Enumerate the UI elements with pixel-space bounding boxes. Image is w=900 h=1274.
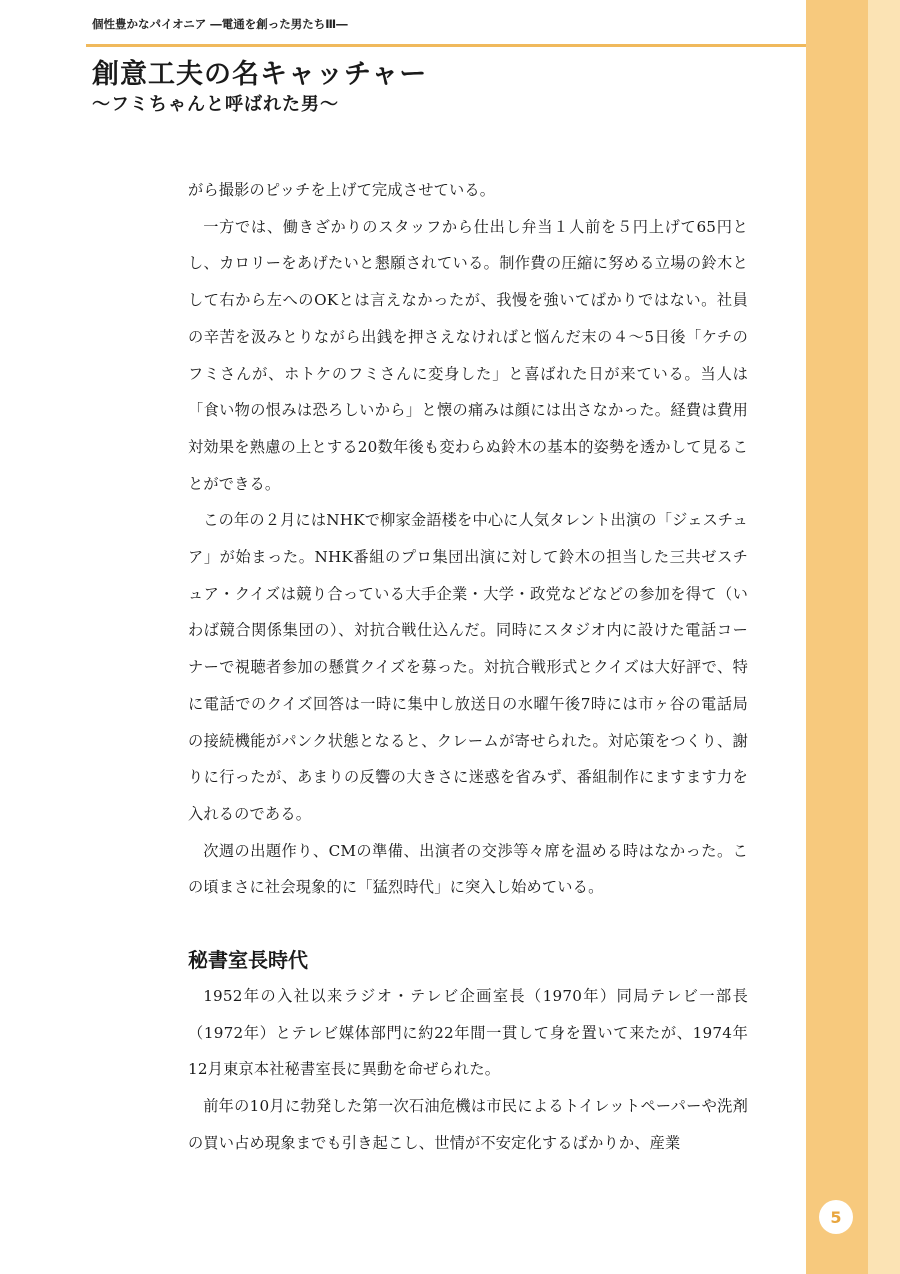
header-rule: [86, 44, 806, 47]
paragraph: がら撮影のピッチを上げて完成させている。: [188, 181, 496, 199]
running-header: 個性豊かなパイオニア ―電通を創った男たちⅢ―: [92, 17, 348, 31]
paragraph: 前年の10月に勃発した第一次石油危機は市民によるトイレットペーパーや洗剤の買い占め現象までも引き起こし、世情が不安定化するばかりか、産業: [188, 1097, 748, 1152]
article-subtitle: 〜フミちゃんと呼ばれた男〜: [92, 94, 339, 115]
paragraph: 1952年の入社以来ラジオ・テレビ企画室長（1970年）同局テレビ一部長（1972年）とテレビ媒体部門に約22年間一貫して身を置いて来たが、1974年12月東京本社秘書室長に異動を命ぜられた。: [188, 987, 748, 1079]
side-band-light: [868, 0, 900, 1274]
page-number: 5: [819, 1200, 853, 1234]
paragraph: 次週の出題作り、CMの準備、出演者の交渉等々席を温める時はなかった。この頃まさに社会現象的に「猛烈時代」に突入し始めている。: [188, 841, 748, 897]
article-title: 創意工夫の名キャッチャー: [92, 59, 428, 90]
side-band: [806, 0, 868, 1274]
article-body: [188, 172, 748, 1162]
paragraph: この年の２月にはNHKで柳家金語楼を中心に人気タレント出演の「ジェスチュア」が始まった。NHK番組のプロ集団出演に対して鈴木の担当した三共ゼスチュア・クイズは競り合っている大手企業・大学・政党などなどの参加を得て（いわば競合関係集団の）、対抗合戦仕込んだ。同時にスタジオ内に設けた電話コーナーで視聴者参加の懸賞クイズを募った。対抗合戦形式とクイズは大好評で、特に電話でのクイズ回答は一時に集中し放送日の水曜午後7時には市ヶ谷の電話局の接続機能がパンク状態となると、クレームが寄せられた。対応策をつくり、謝りに行ったが、あまりの反響の大きさに迷惑を省みず、番組制作にますます力を入れるのである。: [188, 511, 749, 823]
paragraph: 一方では、働きざかりのスタッフから仕出し弁当１人前を５円上げて65円とし、カロリーをあげたいと懇願されている。制作費の圧縮に努める立場の鈴木として右から左へのOKとは言えなかったが、我慢を強いてばかりではない。社員の辛苦を汲みとりながら出銭を押さえなければと悩んだ末の４〜5日後「ケチのフミさんが、ホトケのフミさんに変身した」と喜ばれた日が来ている。当人は「食い物の恨みは恐ろしいから」と懐の痛みは顔には出さなかった。経費は費用対効果を熟慮の上とする20数年後も変わらぬ鈴木の基本的姿勢を透かして見ることができる。: [188, 217, 748, 493]
section-heading: 秘書室長時代: [188, 948, 308, 973]
